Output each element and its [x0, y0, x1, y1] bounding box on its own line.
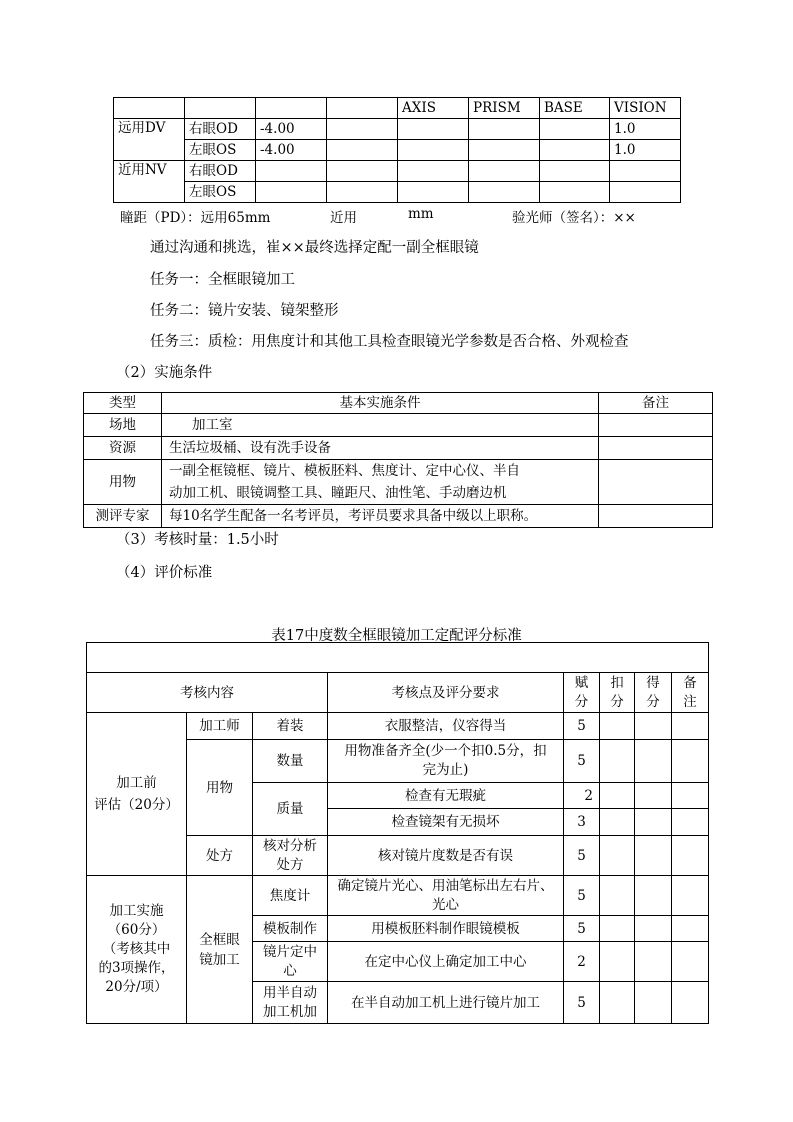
- full-frame-label: [187, 876, 253, 1024]
- impl-line-2: （60分）: [107, 922, 166, 938]
- rx-cell: [398, 119, 469, 140]
- quality-label: 质量: [253, 783, 328, 836]
- template-requirement: 用模板胚料制作眼镜模板: [328, 916, 564, 942]
- supplies-label: 用物: [187, 740, 253, 836]
- rx-item-line-2: 处方: [276, 856, 304, 873]
- impl-line-5: 20分/项）: [105, 979, 168, 995]
- score-cell: [600, 982, 635, 1024]
- score-cell: [635, 713, 672, 740]
- rx-cell: [469, 119, 540, 140]
- score-cell: [635, 836, 672, 876]
- rx-cell: [398, 140, 469, 161]
- cond-row-value: 加工室: [162, 414, 599, 437]
- cond-row-type: 资源: [84, 437, 162, 460]
- score-cell: [600, 809, 635, 836]
- score-cell: [672, 713, 709, 740]
- rx-os-dv-vision: 1.0: [610, 140, 681, 161]
- cond-row-value: 生活垃圾桶、设有洗手设备: [162, 437, 599, 460]
- rx-cell: [469, 140, 540, 161]
- rx-cell: [398, 182, 469, 203]
- rx-head-2: [185, 98, 256, 119]
- rx-os-label-nv: 左眼OS: [185, 182, 256, 203]
- cond-header-type: 类型: [84, 393, 162, 414]
- dress-requirement: 衣服整洁，仪容得当: [328, 713, 564, 740]
- quantity-requirement: [328, 740, 564, 783]
- score-cell: [600, 740, 635, 783]
- quality-req-2: 检查镜架有无损坏: [328, 809, 564, 836]
- pre-eval-line-1: 加工前: [116, 775, 157, 791]
- rx-cell: [540, 140, 610, 161]
- rx-od-dv-sph: -4.00: [256, 119, 327, 140]
- full-frame-line-1: 全框眼: [199, 931, 240, 948]
- pre-eval-line-2: 评估（20分）: [94, 797, 179, 813]
- score-cell: [672, 809, 709, 836]
- cond-row-type: 场地: [84, 414, 162, 437]
- center-line-1: 镜片定中: [263, 943, 317, 960]
- rx-cell: [540, 161, 610, 182]
- rx-check-requirement: 核对镜片度数是否有误: [328, 836, 564, 876]
- conditions-table: [83, 392, 713, 528]
- score-cell: [635, 876, 672, 916]
- rx-check-points: 5: [564, 836, 600, 876]
- score-cell: [635, 982, 672, 1024]
- quantity-points: 5: [564, 740, 600, 783]
- focimeter-points: 5: [564, 876, 600, 916]
- score-cell: [635, 740, 672, 783]
- score-cell: [600, 836, 635, 876]
- quality-points-1: 2: [564, 783, 600, 809]
- rx-od-label-nv: 右眼OD: [185, 161, 256, 182]
- score-cell: [600, 942, 635, 982]
- optometrist-signature: 验光师（签名）：××: [512, 210, 636, 226]
- focimeter-requirement: [328, 876, 564, 916]
- cond-supplies-line-1: 一副全框镜框、镜片、模板胚料、焦度计、定中心仪、半自: [169, 463, 520, 479]
- template-points: 5: [564, 916, 600, 942]
- semi-auto-points: 5: [564, 982, 600, 1024]
- rx-cell: [610, 161, 681, 182]
- score-cell: [600, 713, 635, 740]
- pre-eval-label: [87, 713, 187, 876]
- foc-req-line-2: 光心: [432, 896, 459, 913]
- rx-cell: [398, 161, 469, 182]
- score-cell: [600, 783, 635, 809]
- table-title: 表17中度数全框眼镜加工定配评分标准: [271, 628, 522, 644]
- centering-requirement: 在定中心仪上确定加工中心: [328, 942, 564, 982]
- score-cell: [600, 916, 635, 942]
- rx-os-dv-sph: -4.00: [256, 140, 327, 161]
- header-fu: 赋分: [564, 673, 600, 713]
- implementation-label: [87, 876, 187, 1024]
- focimeter-label: 焦度计: [253, 876, 328, 916]
- rx-cell: [540, 182, 610, 203]
- rx-cell: [256, 182, 327, 203]
- quantity-label: 数量: [253, 740, 328, 783]
- cond-row-value: [162, 460, 599, 505]
- score-cell: [635, 916, 672, 942]
- rx-head-3: [256, 98, 327, 119]
- rx-od-label: 右眼OD: [185, 119, 256, 140]
- cond-row-note: [599, 437, 713, 460]
- qty-req-line-2: 完为止): [422, 762, 469, 778]
- score-cell: [635, 942, 672, 982]
- rx-check-item: [253, 836, 328, 876]
- impl-line-1: 加工实施: [109, 903, 164, 919]
- cond-supplies-line-2: 动加工机、眼镜调整工具、瞳距尺、油性笔、手动磨边机: [169, 485, 507, 501]
- header-de: 得分: [635, 673, 672, 713]
- rx-cell: [540, 119, 610, 140]
- cond-row-type: 测评专家: [84, 505, 162, 528]
- task-three: 任务三：质检：用焦度计和其他工具检查眼镜光学参数是否合格、外观检查: [150, 334, 629, 350]
- score-cell: [672, 740, 709, 783]
- rx-cell: [327, 119, 398, 140]
- task-one: 任务一：全框眼镜加工: [150, 272, 295, 288]
- semi-auto-label: [253, 982, 328, 1024]
- cond-row-type: 用物: [84, 460, 162, 505]
- cond-row-value: 每10名学生配备一名考评员，考评员要求具备中级以上职称。: [162, 505, 599, 528]
- rx-head-axis: AXIS: [398, 98, 469, 119]
- header-points: 考核点及评分要求: [328, 673, 564, 713]
- qty-req-line-1: 用物准备齐全(少一个扣0.5分，扣: [344, 743, 547, 759]
- rx-os-label: 左眼OS: [185, 140, 256, 161]
- cond-row-note: [599, 414, 713, 437]
- score-cell: [672, 942, 709, 982]
- near-label: 近用: [330, 210, 357, 226]
- cond-header-basic: 基本实施条件: [162, 393, 599, 414]
- task-two: 任务二：镜片安装、镜架整形: [150, 303, 339, 319]
- rx-cell: [327, 182, 398, 203]
- rx-od-dv-vision: 1.0: [610, 119, 681, 140]
- score-cell: [672, 783, 709, 809]
- pd-line: 瞳距（PD）：远用65mm: [120, 210, 271, 226]
- score-cell: [600, 876, 635, 916]
- score-cell: [672, 916, 709, 942]
- impl-line-3: （考核其中: [102, 941, 171, 957]
- foc-req-line-1: 确定镜片光心、用油笔标出左右片、: [337, 877, 554, 894]
- prescription-table: [113, 97, 681, 203]
- rx-nv-label: 近用NV: [114, 161, 185, 203]
- section-criteria: （4）评价标准: [116, 565, 213, 581]
- rx-head-prism: PRISM: [469, 98, 540, 119]
- header-kou: 扣分: [600, 673, 635, 713]
- centering-points: 2: [564, 942, 600, 982]
- rx-dv-label: 远用DV: [114, 119, 185, 161]
- score-cell: [635, 783, 672, 809]
- rx-cell: [327, 140, 398, 161]
- score-cell: [635, 809, 672, 836]
- dress-points: 5: [564, 713, 600, 740]
- template-label: 模板制作: [253, 916, 328, 942]
- paragraph-choice: 通过沟通和挑选，崔××最终选择定配一副全框眼镜: [150, 240, 479, 256]
- centering-label: [253, 942, 328, 982]
- rx-head-4: [327, 98, 398, 119]
- operator-label: 加工师: [187, 713, 253, 740]
- quality-req-1: 检查有无瑕疵: [328, 783, 564, 809]
- semi-auto-requirement: 在半自动加工机上进行镜片加工: [328, 982, 564, 1024]
- rx-head-base: BASE: [540, 98, 610, 119]
- section-time: （3）考核时量：1.5小时: [116, 532, 279, 548]
- full-frame-line-2: 镜加工: [199, 951, 240, 968]
- cond-row-note: [599, 505, 713, 528]
- section-conditions: （2）实施条件: [116, 365, 213, 381]
- header-content: 考核内容: [87, 673, 328, 713]
- score-cell: [672, 876, 709, 916]
- semi-line-2: 加工机加: [263, 1003, 317, 1020]
- rx-item-line-1: 核对分析: [263, 837, 317, 854]
- rx-cell: [469, 161, 540, 182]
- cond-row-note: [599, 460, 713, 505]
- rx-head-vision: VISION: [610, 98, 681, 119]
- rx-check-label: 处方: [187, 836, 253, 876]
- semi-line-1: 用半自动: [263, 984, 317, 1001]
- rx-cell: [256, 161, 327, 182]
- impl-line-4: 的3项操作，: [98, 960, 175, 976]
- rx-head-1: [114, 98, 185, 119]
- cond-header-note: 备注: [599, 393, 713, 414]
- rx-cell: [469, 182, 540, 203]
- header-bei: 备注: [672, 673, 709, 713]
- score-cell: [672, 982, 709, 1024]
- rx-cell: [327, 161, 398, 182]
- center-line-2: 心: [283, 962, 297, 979]
- scoring-caption-row: [87, 643, 709, 673]
- mm-label: mm: [408, 206, 434, 222]
- dress-label: 着装: [253, 713, 328, 740]
- quality-points-2: 3: [564, 809, 600, 836]
- rx-cell: [610, 182, 681, 203]
- scoring-table: [86, 642, 709, 1024]
- score-cell: [672, 836, 709, 876]
